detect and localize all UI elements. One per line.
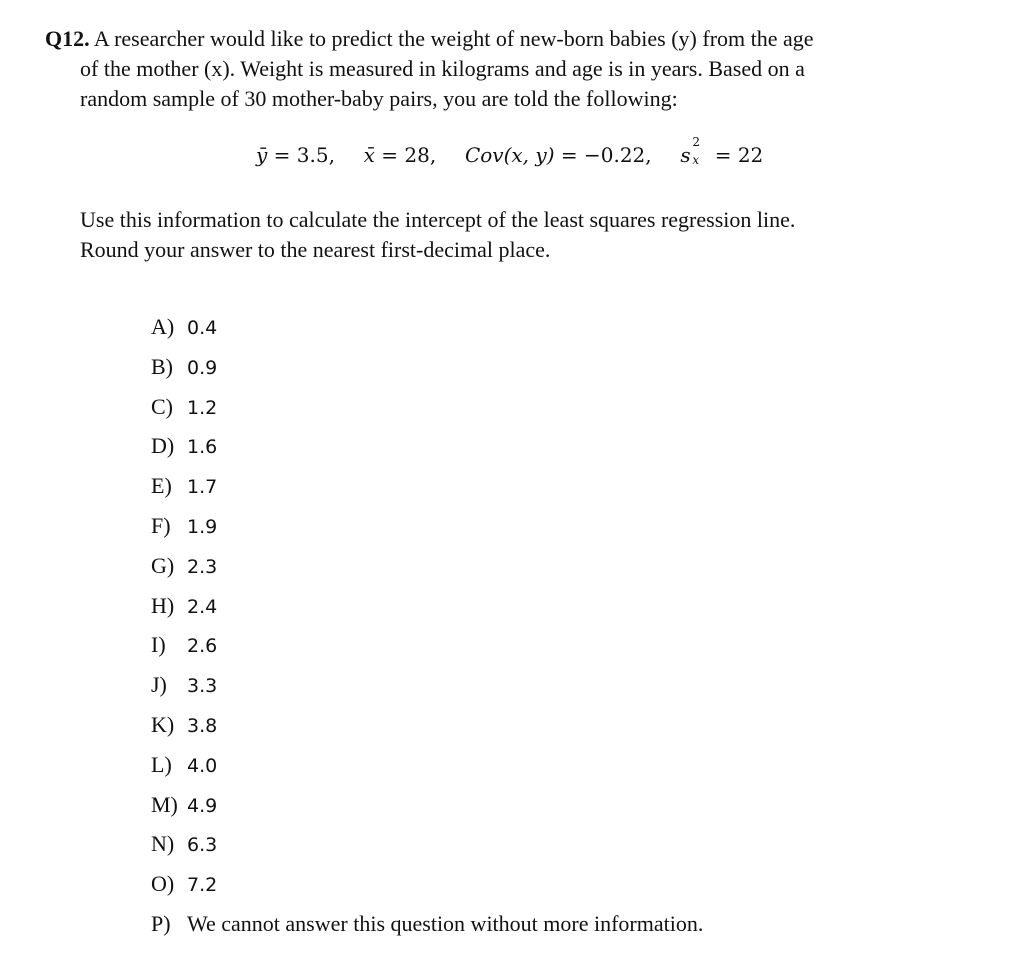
option-m[interactable]: M) 4.9	[151, 791, 218, 817]
option-o[interactable]: O) 7.2	[151, 871, 218, 897]
question-number: Q12.	[45, 26, 90, 51]
given-statistics	[256, 135, 764, 167]
question-line-1-text: A researcher would like to predict the weight of new-born babies (y) from the age	[93, 26, 814, 51]
ybar-symbol: ȳ	[256, 143, 268, 167]
xbar-value: = 28,	[374, 143, 437, 167]
ybar-value: = 3.5,	[267, 143, 335, 167]
answer-options	[151, 309, 703, 946]
option-g[interactable]: G) 2.3	[151, 552, 218, 578]
question-line-1	[45, 24, 945, 54]
option-k[interactable]: K) 3.8	[151, 711, 218, 737]
option-i[interactable]: I) 2.6	[151, 632, 218, 658]
option-l[interactable]: L) 4.0	[151, 751, 218, 777]
option-j[interactable]: J) 3.3	[151, 672, 218, 698]
option-d[interactable]: D) 1.6	[151, 433, 218, 459]
instruction-line-2: Round your answer to the nearest first-decimal place.	[80, 237, 551, 262]
option-a[interactable]: A) 0.4	[151, 314, 218, 339]
instructions	[80, 205, 980, 265]
instruction-line-1: Use this information to calculate the intercept of the least squares regression line.	[80, 207, 796, 232]
option-p[interactable]: P) We cannot answer this question without more information.	[151, 910, 704, 936]
option-b[interactable]: B) 0.9	[151, 353, 218, 379]
option-n[interactable]: N) 6.3	[151, 831, 218, 857]
question-line-3: random sample of 30 mother-baby pairs, you are told the following:	[80, 86, 678, 111]
variance-symbol: s 2 x	[680, 135, 700, 167]
option-c[interactable]: C) 1.2	[151, 393, 218, 419]
question-line-2: of the mother (x). Weight is measured in kilograms and age is in years. Based on a	[80, 56, 805, 81]
option-h[interactable]: H) 2.4	[151, 592, 218, 618]
option-e[interactable]: E) 1.7	[151, 473, 218, 499]
xbar-symbol: x̄	[363, 143, 375, 167]
question-text	[45, 24, 945, 114]
covariance-value: = −0.22,	[554, 143, 652, 167]
covariance-label: Cov(x, y)	[464, 143, 555, 167]
option-f[interactable]: F) 1.9	[151, 512, 218, 538]
variance-value: = 22	[708, 143, 764, 167]
